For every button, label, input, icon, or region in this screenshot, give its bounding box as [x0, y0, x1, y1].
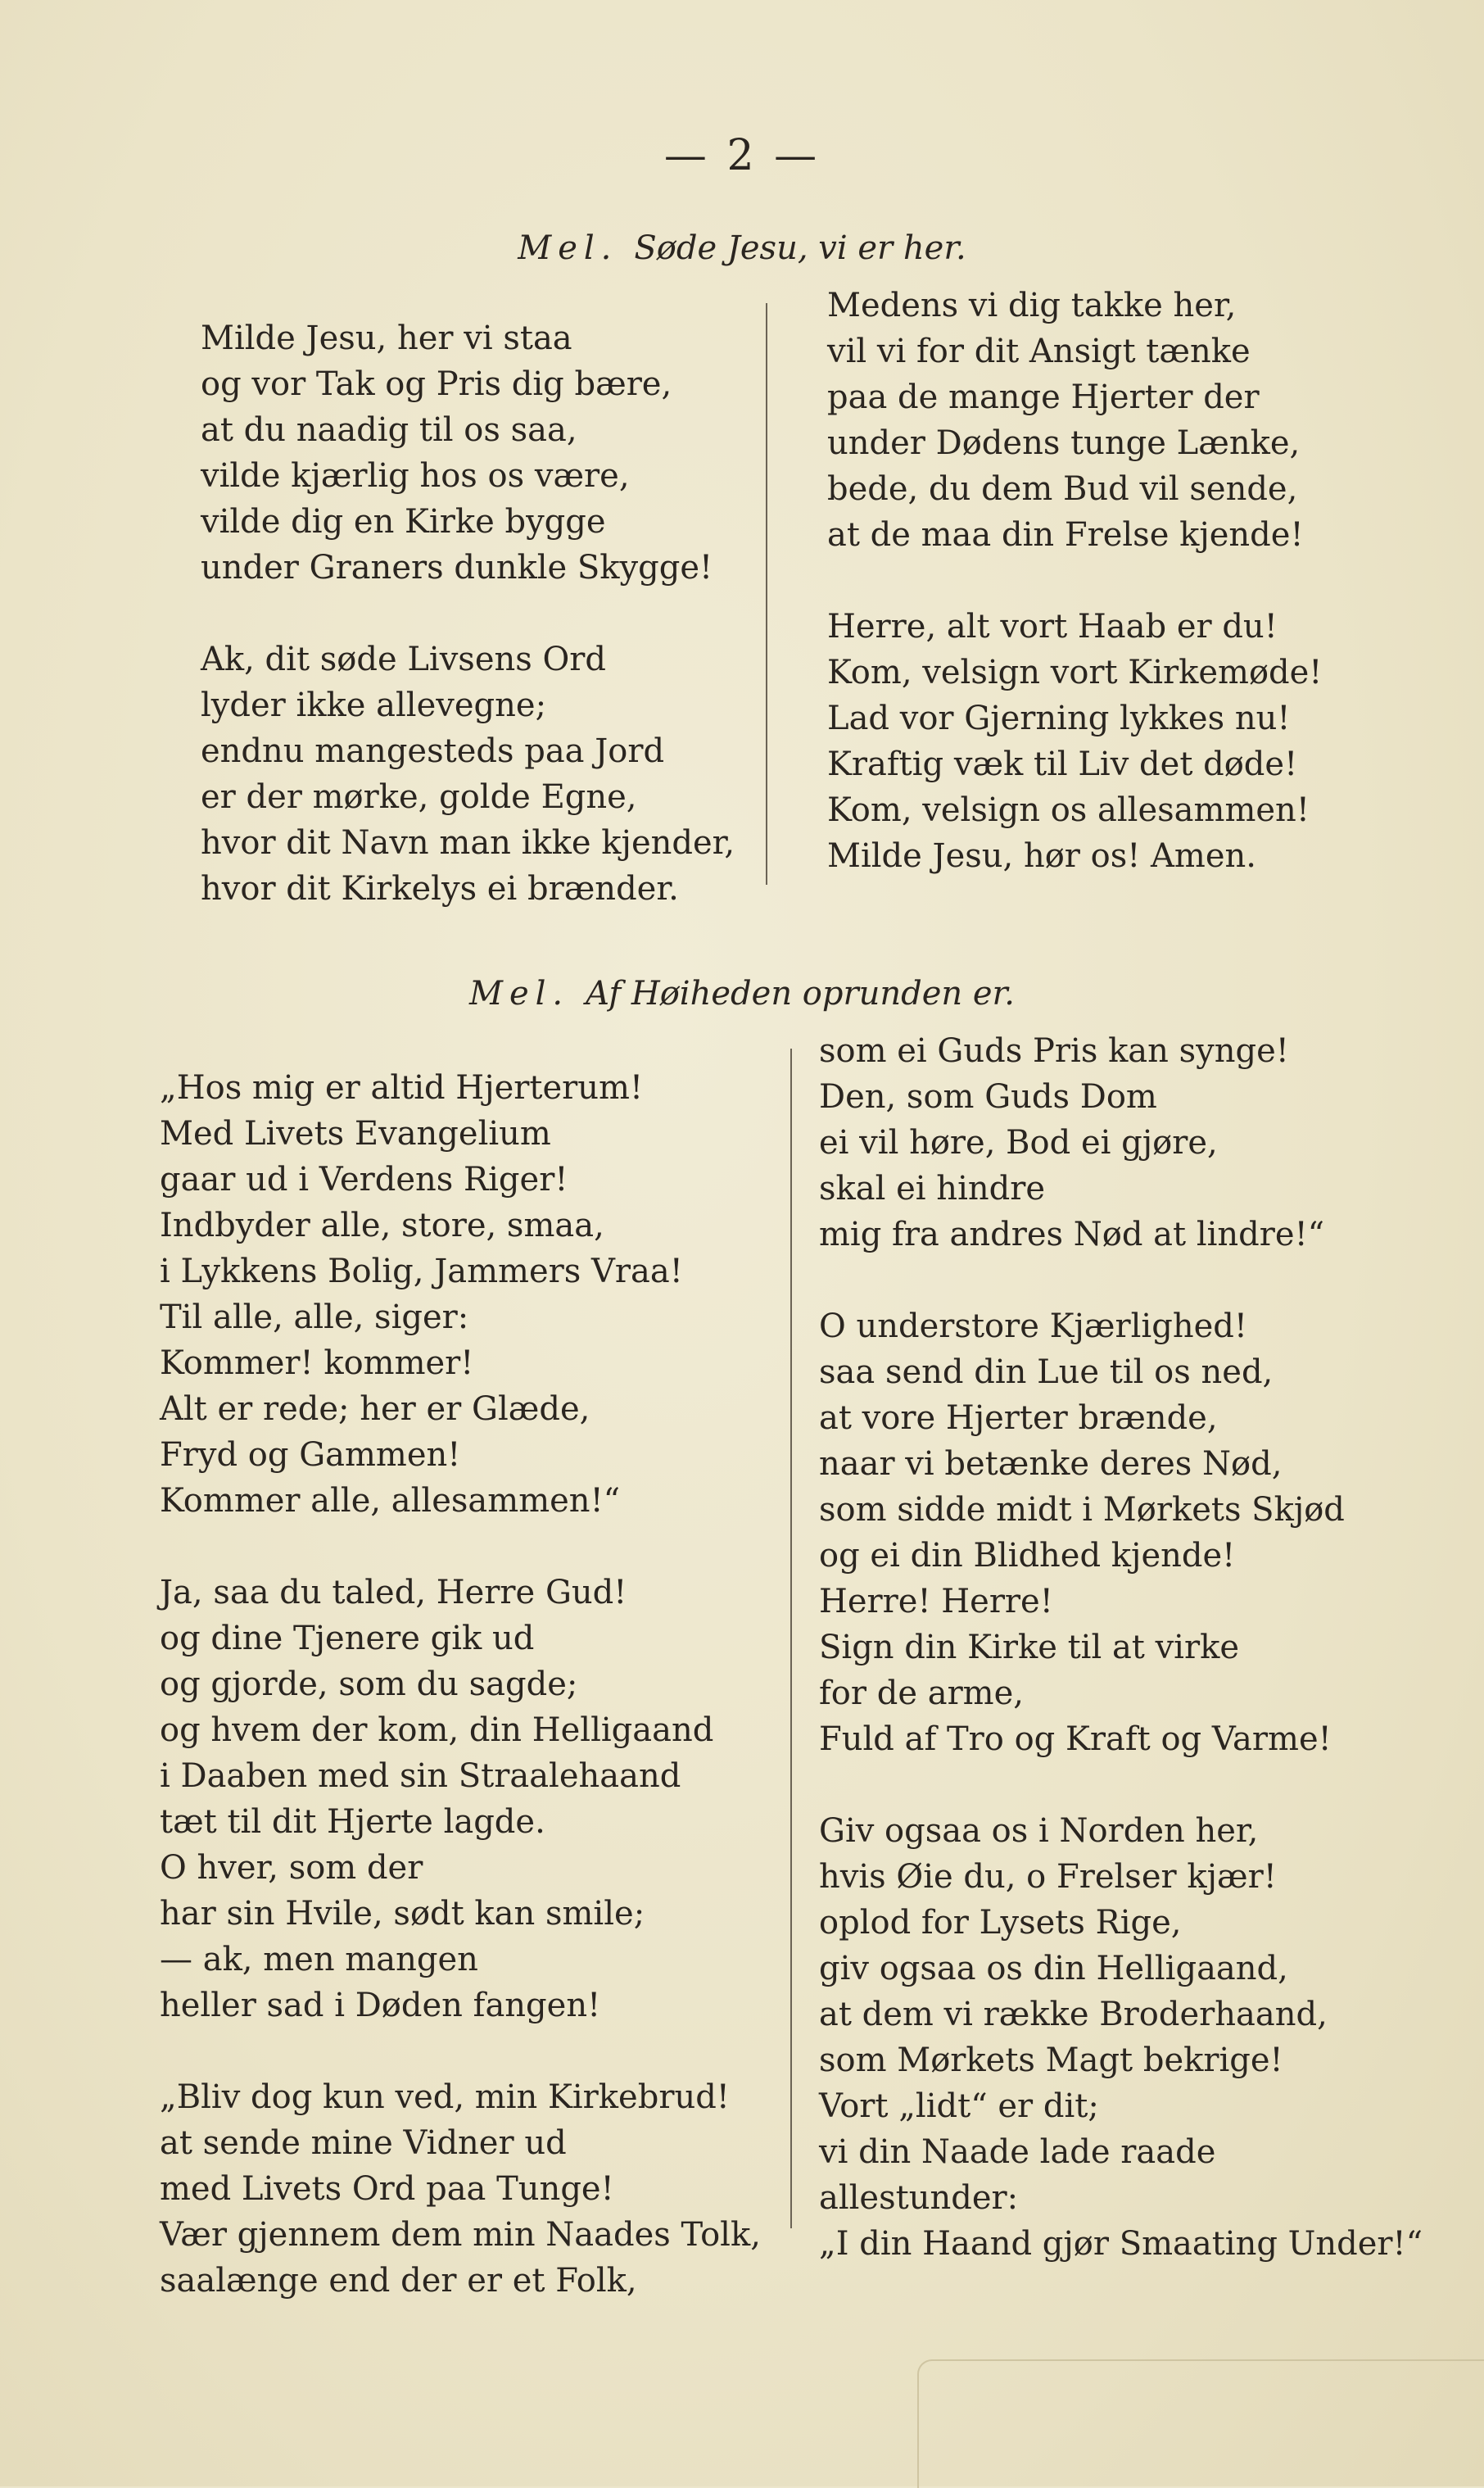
verse-line: „Bliv dog kun ved, min Kirkebrud! [160, 2078, 730, 2116]
verse-line: Den, som Guds Dom [819, 1078, 1157, 1116]
verse-line: Indbyder alle, store, smaa, [160, 1207, 604, 1244]
page-number: — 2 — [663, 131, 821, 180]
verse-line: og ei din Blidhed kjende! [819, 1537, 1236, 1575]
verse-line: tæt til dit Hjerte lagde. [160, 1803, 545, 1841]
verse-line: under Graners dunkle Skygge! [201, 549, 713, 587]
hymn1-right-column [827, 283, 1322, 925]
verse-line: Medens vi dig takke her, [827, 287, 1237, 324]
verse-line: giv ogsaa os din Helligaand, [819, 1950, 1288, 1987]
hymn1-stanza-1 [201, 315, 735, 591]
verse-line: skal ei hindre [819, 1170, 1046, 1208]
verse-line: under Dødens tunge Lænke, [827, 424, 1301, 462]
verse-line: saalænge end der er et Folk, [160, 2262, 637, 2300]
hymn2-stanza-2 [160, 1570, 761, 2028]
verse-line: heller sad i Døden fangen! [160, 1987, 601, 2024]
hymn1-melody [0, 229, 1484, 267]
hymn1-melody-prefix: Mel. [518, 229, 618, 267]
verse-line: Herre, alt vort Haab er du! [827, 608, 1278, 646]
verse-line: i Lykkens Bolig, Jammers Vraa! [160, 1253, 683, 1290]
verse-line: Alt er rede; her er Glæde, [160, 1390, 590, 1428]
hymn1-melody-title: Søde Jesu, vi er her. [634, 229, 966, 267]
verse-line: mig fra andres Nød at lindre!“ [819, 1216, 1325, 1253]
verse-line: Lad vor Gjerning lykkes nu! [827, 700, 1291, 737]
verse-line: at sende mine Vidner ud [160, 2124, 567, 2162]
verse-line: endnu mangesteds paa Jord [201, 732, 665, 770]
verse-line: Kommer alle, allesammen!“ [160, 1482, 621, 1520]
verse-line: Milde Jesu, her vi staa [201, 319, 572, 357]
verse-line: vi din Naade lade raade [819, 2133, 1216, 2171]
verse-line: ei vil høre, Bod ei gjøre, [819, 1124, 1218, 1162]
verse-line: som Mørkets Magt bekrige! [819, 2042, 1283, 2079]
hymn2-left-column [160, 1065, 761, 2350]
verse-line: vilde kjærlig hos os være, [201, 457, 630, 495]
hymn2-stanza-1 [160, 1065, 761, 1524]
verse-line: er der mørke, golde Egne, [201, 778, 637, 816]
verse-line: med Livets Ord paa Tunge! [160, 2170, 614, 2208]
verse-line: at vore Hjerter brænde, [819, 1399, 1218, 1437]
hymn1-left-column [201, 315, 735, 958]
verse-line: saa send din Lue til os ned, [819, 1353, 1274, 1391]
verse-line: vilde dig en Kirke bygge [201, 503, 606, 541]
hymn2-melody-prefix: Mel. [469, 975, 570, 1013]
verse-line: Vær gjennem dem min Naades Tolk, [160, 2216, 761, 2254]
verse-line: for de arme, [819, 1675, 1024, 1712]
hymn2-stanza-3 [160, 2074, 761, 2304]
hymn2-melody-title: Af Høiheden oprunden er. [586, 975, 1015, 1013]
verse-line: Sign din Kirke til at virke [819, 1629, 1240, 1666]
verse-line: hvor dit Kirkelys ei brænder. [201, 870, 679, 908]
hymn1-column-divider [766, 303, 767, 885]
verse-line: allestunder: [819, 2179, 1019, 2217]
hymn2-column-divider [790, 1049, 792, 2228]
verse-line: lyder ikke allevegne; [201, 687, 547, 724]
hymn1-stanza-4 [827, 604, 1322, 879]
verse-line: bede, du dem Bud vil sende, [827, 470, 1298, 508]
verse-line: Ja, saa du taled, Herre Gud! [160, 1574, 627, 1611]
verse-line: Ak, dit søde Livsens Ord [201, 641, 607, 678]
hymn2-stanza-6 [819, 1808, 1423, 2267]
verse-line: „Hos mig er altid Hjerterum! [160, 1069, 644, 1107]
verse-line: hvis Øie du, o Frelser kjær! [819, 1858, 1277, 1896]
verse-line: og dine Tjenere gik ud [160, 1620, 535, 1657]
hymn1-stanza-3 [827, 283, 1322, 558]
verse-line: og gjorde, som du sagde; [160, 1665, 578, 1703]
hymn2-melody [0, 975, 1484, 1013]
verse-line: har sin Hvile, sødt kan smile; [160, 1895, 645, 1933]
verse-line: Milde Jesu, hør os! Amen. [827, 837, 1257, 875]
verse-line: gaar ud i Verdens Riger! [160, 1161, 568, 1199]
verse-line: Vort „lidt“ er dit; [819, 2087, 1099, 2125]
verse-line: Med Livets Evangelium [160, 1115, 551, 1153]
verse-line: Giv ogsaa os i Norden her, [819, 1812, 1259, 1850]
verse-line: Til alle, alle, siger: [160, 1298, 469, 1336]
verse-line: naar vi betænke deres Nød, [819, 1445, 1283, 1483]
verse-line: Kom, velsign vort Kirkemøde! [827, 654, 1323, 691]
paper-edge [917, 2359, 1484, 2488]
verse-line: og hvem der kom, din Helligaand [160, 1711, 714, 1749]
verse-line: som ei Guds Pris kan synge! [819, 1032, 1289, 1070]
verse-line: Kom, velsign os allesammen! [827, 791, 1310, 829]
verse-line: Kraftig væk til Liv det døde! [827, 745, 1298, 783]
verse-line: — ak, men mangen [160, 1941, 478, 1978]
hymn2-right-column [819, 1028, 1423, 2313]
verse-line: vil vi for dit Ansigt tænke [827, 333, 1251, 370]
verse-line: paa de mange Hjerter der [827, 378, 1260, 416]
verse-line: at dem vi række Broderhaand, [819, 1996, 1328, 2033]
verse-line: i Daaben med sin Straalehaand [160, 1757, 681, 1795]
verse-line: Fuld af Tro og Kraft og Varme! [819, 1720, 1332, 1758]
verse-line: og vor Tak og Pris dig bære, [201, 365, 672, 403]
hymn2-stanza-4 [819, 1028, 1423, 1258]
verse-line: „I din Haand gjør Smaating Under!“ [819, 2225, 1423, 2263]
verse-line: at de maa din Frelse kjende! [827, 516, 1304, 554]
verse-line: oplod for Lysets Rige, [819, 1904, 1182, 1942]
verse-line: Herre! Herre! [819, 1583, 1053, 1620]
verse-line: Kommer! kommer! [160, 1344, 474, 1382]
verse-line: O understore Kjærlighed! [819, 1307, 1247, 1345]
hymn2-stanza-5 [819, 1303, 1423, 1762]
verse-line: Fryd og Gammen! [160, 1436, 461, 1474]
verse-line: at du naadig til os saa, [201, 411, 577, 449]
verse-line: O hver, som der [160, 1849, 423, 1887]
hymn1-stanza-2 [201, 637, 735, 912]
verse-line: som sidde midt i Mørkets Skjød [819, 1491, 1345, 1529]
verse-line: hvor dit Navn man ikke kjender, [201, 824, 735, 862]
